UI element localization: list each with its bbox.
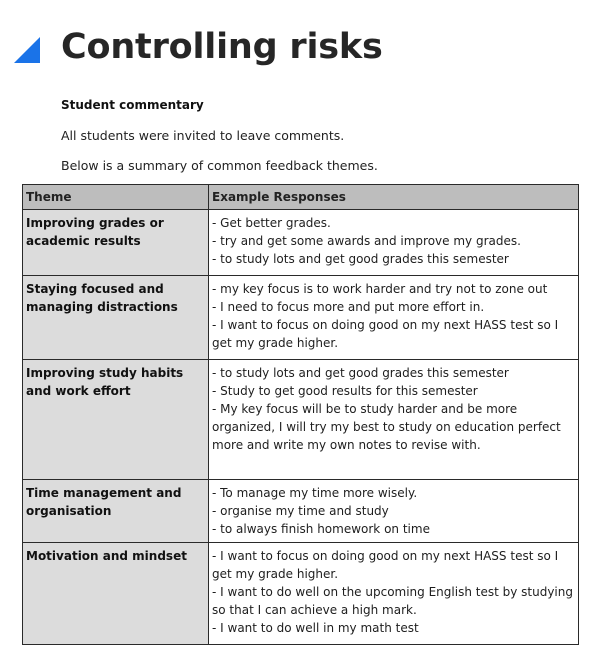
response-line: - I want to do well in my math test [212, 621, 419, 635]
response-line: - I need to focus more and put more effort in. [212, 300, 485, 314]
table-row [23, 543, 579, 645]
responses-cell [209, 480, 579, 543]
response-line: - try and get some awards and improve my grades. [212, 234, 521, 248]
response-line: - I want to focus on doing good on my next HASS test so I get my grade higher. [212, 318, 559, 350]
feedback-themes-table [22, 184, 579, 645]
table-header-row [23, 185, 579, 210]
summary-paragraph: Below is a summary of common feedback themes. [61, 158, 378, 173]
response-line: - my key focus is to work harder and try not to zone out [212, 282, 548, 296]
page-header [14, 22, 383, 72]
blue-triangle-icon [14, 37, 40, 63]
response-line: - To manage my time more wisely. [212, 486, 418, 500]
response-line: - Study to get good results for this semester [212, 384, 478, 398]
section-heading: Student commentary [61, 98, 204, 112]
table-row [23, 360, 579, 480]
theme-cell: Motivation and mindset [23, 543, 209, 645]
column-header-example-responses: Example Responses [209, 185, 579, 210]
theme-cell: Time management and organisation [23, 480, 209, 543]
response-line: - I want to do well on the upcoming English test by studying so that I can achieve a high mark. [212, 585, 573, 617]
response-line: - to always finish homework on time [212, 522, 430, 536]
intro-paragraph: All students were invited to leave comments. [61, 128, 345, 143]
theme-cell: Improving study habits and work effort [23, 360, 209, 480]
responses-cell [209, 543, 579, 645]
responses-cell [209, 210, 579, 276]
response-line: - My key focus will be to study harder and be more organized, I will try my best to study on education perfect more and write my own notes to revise with. [212, 402, 561, 452]
responses-cell [209, 276, 579, 360]
response-line: - organise my time and study [212, 504, 389, 518]
theme-cell: Improving grades or academic results [23, 210, 209, 276]
table-row [23, 210, 579, 276]
theme-cell: Staying focused and managing distractions [23, 276, 209, 360]
table-row [23, 480, 579, 543]
column-header-theme: Theme [23, 185, 209, 210]
response-line: - to study lots and get good grades this semester [212, 252, 509, 266]
response-line: - to study lots and get good grades this semester [212, 366, 509, 380]
responses-cell [209, 360, 579, 480]
response-line: - I want to focus on doing good on my next HASS test so I get my grade higher. [212, 549, 559, 581]
page-title: Controlling risks [61, 27, 383, 67]
table-row [23, 276, 579, 360]
response-line: - Get better grades. [212, 216, 331, 230]
